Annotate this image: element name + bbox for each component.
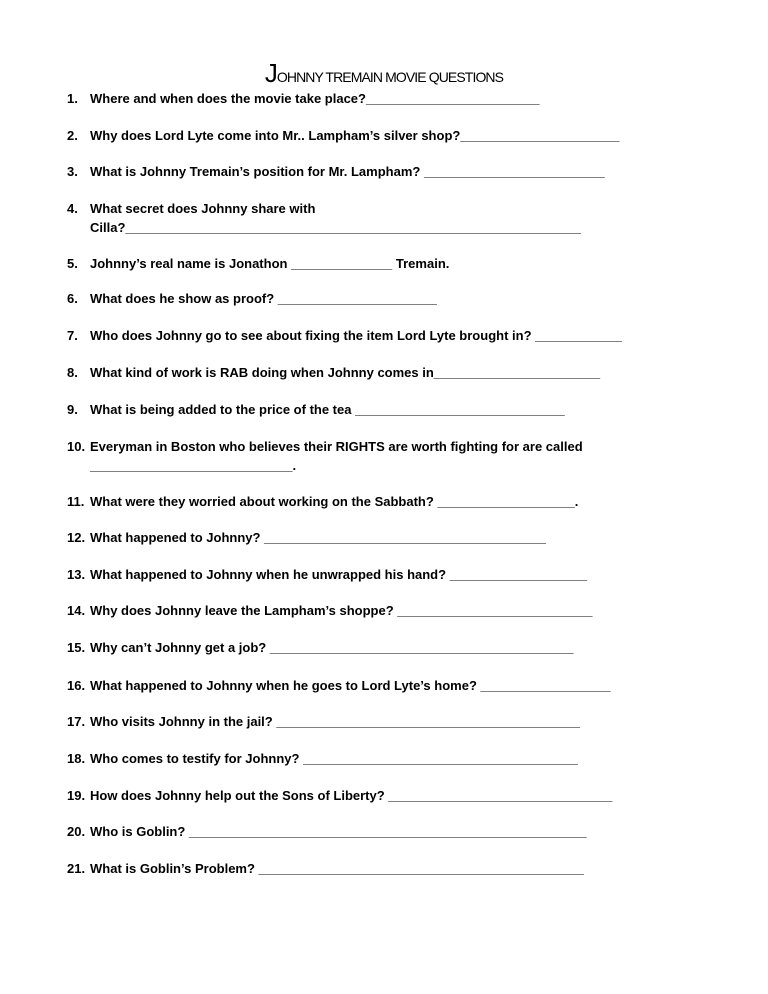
question-text: What happened to Johnny when he goes to Lord Lyte’s home? __________________ [90,678,611,693]
question-number: 21. [67,861,86,876]
question-number: 15. [67,640,86,655]
question-16 [67,676,611,695]
question-2 [67,126,619,145]
question-number: 9. [67,402,78,417]
question-3 [67,162,605,181]
question-text: Why does Lord Lyte come into Mr.. Lampham’s silver shop?______________________ [90,128,620,143]
question-number: 5. [67,256,78,271]
question-13 [67,565,587,584]
question-5 [67,254,449,273]
question-text: What happened to Johnny when he unwrapped his hand? ___________________ [90,567,588,582]
question-18 [67,749,578,768]
question-10 [67,437,583,475]
question-number: 13. [67,567,86,582]
question-12 [67,528,546,547]
question-text: What were they worried about working on the Sabbath? ___________________. [90,494,579,509]
question-number: 10. [67,439,86,454]
question-21 [67,859,584,878]
question-number: 4. [67,201,78,216]
question-number: 2. [67,128,78,143]
question-text: Who is Goblin? _______________________________________________________ [90,824,587,839]
question-text: Who does Johnny go to see about fixing the item Lord Lyte brought in? ____________ [90,328,622,343]
question-number: 16. [67,678,86,693]
question-continuation: Cilla?_______________________________________________________________ [90,220,581,235]
question-text: What happened to Johnny? _______________________________________ [90,530,547,545]
question-number: 17. [67,714,86,729]
question-text: What is Johnny Tremain’s position for Mr. Lampham? _________________________ [90,164,605,179]
question-11 [67,492,578,511]
question-text: Johnny’s real name is Jonathon ______________ Tremain. [90,256,450,271]
question-19 [67,786,612,805]
question-text: What kind of work is RAB doing when Johnny comes in_______________________ [90,365,601,380]
question-4 [67,199,581,237]
question-text: Who visits Johnny in the jail? __________________________________________ [90,714,581,729]
question-text: What is being added to the price of the tea _____________________________ [90,402,565,417]
question-20 [67,822,587,841]
question-text: Who comes to testify for Johnny? ______________________________________ [90,751,578,766]
question-text: What does he show as proof? ______________________ [90,291,437,306]
question-15 [67,638,574,657]
question-continuation: ____________________________. [90,458,297,473]
question-text: What is Goblin’s Problem? _____________________________________________ [90,861,584,876]
question-text: Why can’t Johnny get a job? __________________________________________ [90,640,574,655]
question-text: Where and when does the movie take place?________________________ [90,91,540,106]
question-number: 18. [67,751,86,766]
question-1 [67,89,539,108]
question-number: 12. [67,530,86,545]
question-number: 6. [67,291,78,306]
question-9 [67,400,565,419]
question-number: 20. [67,824,86,839]
question-number: 7. [67,328,78,343]
question-number: 8. [67,365,78,380]
question-number: 11. [67,494,85,509]
question-7 [67,326,622,345]
question-number: 3. [67,164,78,179]
worksheet-title [0,58,768,89]
question-text: Everyman in Boston who believes their RIGHTS are worth fighting for are called [90,439,583,454]
question-6 [67,289,437,308]
question-17 [67,712,580,731]
question-number: 19. [67,788,86,803]
title-rest: OHNNY TREMAIN MOVIE QUESTIONS [276,69,504,85]
question-text: Why does Johnny leave the Lampham’s shoppe? ___________________________ [90,603,593,618]
question-number: 14. [67,603,86,618]
question-text: How does Johnny help out the Sons of Liberty? _______________________________ [90,788,613,803]
title-first-letter: J [264,58,277,88]
question-text: What secret does Johnny share with [90,201,316,216]
question-number: 1. [67,91,78,106]
question-8 [67,363,600,382]
question-14 [67,601,592,620]
